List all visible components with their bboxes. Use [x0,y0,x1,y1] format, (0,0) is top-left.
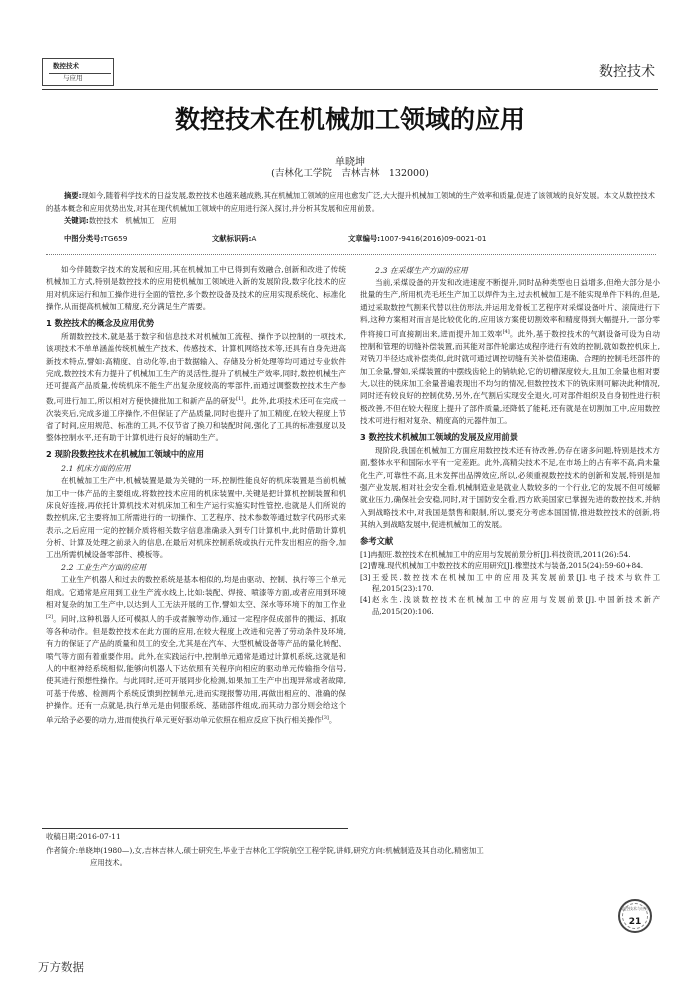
author-name: 单晓坤 [335,157,365,168]
intro-paragraph: 如今伴随数字技术的发展和应用,其在机械加工中已得到有效融合,创新和改进了传统机械加工方式,特别是数控技术的应用使机械加工领域进入新的发展阶段,数字化技术的应用对机床运行和加工操作进行全面的管控,多个数控设备及技术的应用实现系统化、标准化操作,从而提高机械加工精度,充分满足生产需要。 [46,265,346,311]
watermark: 万方数据 [38,960,84,974]
badge-caption: 数控技术与应用 [621,906,649,911]
section-1-paragraph: 所谓数控技术,就是基于数字和信息技术对机械加工流程、操作予以控制的一项技术,该项技术不单单涵盖传统机械生产技术、传感技术、计算机网络技术等,还具有自身先进高新技术特点,譬如:高精度、自动化等,由于数据输入、存储及分析处理等均可通过专业软件完成,数控技术有力提升了机械加工生产的灵活性,提升了机械生产效率,同时,数控机械生产还可提高产品质量,传统机床不能生产出复杂度较高的零部件,而通过调整数控技术生产参数,可进行加工,所以相对方便快捷批加工和新产品的研发[1]。此外,此项技术还可在完成一次装夹后,完成多道工序操作,不但保证了产品质量,同时也提升了加工精度,在较大程度上节省了时间,应用规范、标准的工具,不仅节省了换刀和装配时间,强化了工具的标准强度以及整体控制水平,还有助于计算机进行良好的辅助生产。 [46,332,346,443]
keywords: 关键词:数控技术 机械加工 应用 [64,216,177,225]
reference-item: [4]赵永生.浅谈数控技术在机械加工中的应用与发展前景[J].中国新技术新产品,2015(20):106. [360,595,660,616]
abstract-text: 摘要:现如今,随着科学技术的日益发展,数控技术也越来越成熟,其在机械加工领域的应用也愈发广泛,大大提升机械加工领域的生产效率和质量,促进了该领域的良好发展。本文从数控技术的基本概念和应用优势出发,对其在现代机械加工领域中的应用进行深入探讨,并分析其发展和应用前景。 [46,191,655,213]
doc-code: 文献标识码:A [212,234,257,243]
section-1-heading: 1 数控技术的概念及应用优势 [46,318,155,329]
logo-line-1: 数控技术 [53,62,79,70]
section-3-heading: 3 数控技术机械加工领域的发展及应用前景 [360,432,519,443]
section-3-paragraph: 现阶段,我国在机械加工方面应用数控技术还有待改善,仍存在诸多问题,特别是技术方面,整体水平和国际水平有一定差距。此外,高精尖技术不足,在市场上的占有率不高,尚未量化生产,可靠性不高,且未发挥出品牌效应,所以,必须重视数控技术的创新和发展,特别是加强产业发展,相对社会安全看,机械制造业是就业人数较多的一个行业,它的发展不但可缓解就业压力,确保社会安稳,同时,对于国防安全看,西方欧美国家已掌握先进的数控技术,并纳入到战略技术中,对我国是禁售和限制,所以,要充分考虑本国国情,推进数控技术的创新,将其纳入到战略发展中,促进机械加工的发展。 [360,446,660,529]
page-number: 21 [628,917,642,927]
received-date: 收稿日期:2016-07-11 [46,832,121,841]
section-2-2-heading: 2.2 工业生产方面的应用 [61,563,147,573]
section-2-heading: 2 现阶段数控技术在机械加工领域中的应用 [46,449,205,460]
article-id: 文章编号:1007-9416(2016)09-0021-01 [348,234,487,243]
section-2-3-heading: 2.3 在采煤生产方面的应用 [375,266,468,275]
journal-logo [42,58,114,86]
page-number-badge [618,899,652,933]
author-affiliation: (吉林化工学院 吉林吉林 132000) [271,168,429,179]
abstract [46,190,656,228]
right-column [360,264,660,617]
references-heading: 参考文献 [360,536,394,547]
reference-item: [2]曹瑰.现代机械加工中数控技术的应用研究[J].橡塑技术与装备,2015(24):59-60+84. [360,561,644,571]
section-label: 数控技术 [599,64,655,80]
article-title: 数控技术在机械加工领域的应用 [174,105,525,134]
reference-item: [3]王爱民.数控技术在机械加工中的应用及其发展前景[J].电子技术与软件工程,2015(23):170. [360,572,660,594]
header-rule [42,89,658,90]
reference-item: [1]冉振旺.数控技术在机械加工中的应用与发展前景分析[J].科技资讯,2011(26):54. [360,550,631,560]
clc-number: 中图分类号:TG659 [64,234,128,243]
section-2-1-heading: 2.1 机床方面的应用 [61,464,131,474]
logo-line-2: 与应用 [63,74,83,82]
section-2-2-paragraph: 工业生产机器人和过去的数控系统是基本相似的,均是由驱动、控制、执行等三个单元组成。它通常是应用到工业生产流水线上,比如:装配、焊接、喷漆等方面,或者应用到环境相对复杂的加工生产中,以达到人工无法开展的工作,譬如太空、深水等环境下的加工作业[2]。同时,这种机器人还可模拟人的手或者腕等动作,通过一定程序促成部件的搬运、抓取等各种动作。但是数控技术在此方面的应用,在较大程度上改进和完善了劳动条件及环境,有力的保证了产品的质量和员工的安全,尤其是在汽车、大型机械设备等产品的量化转配、喷气等方面有着重要作用。此外,在实践运行中,控制单元通常是通过计算机系统,这就是和人的中枢神经系统相似,能够向机器人下达依照有关程序向相应的驱动单元传输指令信号,使其进行预想性操作。与此同时,还可开展同步化检测,如果加工生产中出现异常或者故障,可基于传感、检测两个系统反馈到控制单元,进而实现报警功用,再做出相应的、准确的保护操作。还有一点就是,执行单元是由伺服系统、基础部件组成,而其动力部分则会给这个单元给予必要的动力,进而使执行单元更好驱动单元依照在相应反应下执行相关操作[3]。 [46,575,346,725]
abstract-rule [46,254,656,255]
footnote-rule [42,828,348,829]
section-2-3-paragraph: 当前,采煤设备的开发和改进速度不断提升,同时品种类型也日益增多,但绝大部分是小批量的生产,所用机壳毛坯生产加工以焊件为主,过去机械加工是不能实现单件下料的,但是,通过采取数控气割来代替以往仿形法,并运用龙骨板工艺程序对采煤设备叶片、滚筒进行下料,这种方案相对而言是比较优化的,应用该方案使切割效率和精度得到大幅提升,一部分零件将接口可直接割出来,进而提升加工效率[4]。此外,基于数控技术的气割设备可设为自动控制和管理的切缝补偿装置,而其能对部件轮廓达成程序进行有效的控制,就如数控机床上,对铣刀半径达成补偿类似,此时就可通过调控切缝有关补偿值速确、合理的控制毛坯部件的加工余量,譬如,采煤装置的中摆线齿轮上的销轨轮,它的切槽深度较大,且加工余量也相对要大,以往的铣床加工余量普遍表现出不均匀的情况,但数控技术下的铣床则可解决此种情况,同时还有较良好的控制优势,另外,在气割后实现安全退火,可对部件组织及自身韧性进行积极改善,不但在较大程度上提升了部件质量,还降低了能耗,还有就是在切割加工中,应用数控技术可进行相对复杂、精度高的元器件加工。 [360,278,660,425]
section-2-1-paragraph: 在机械加工生产中,机械装置是最为关键的一环,控制性能良好的机床装置是当前机械加工中一体产品的主要组成,将数控技术应用的机床装置中,关键是把计算机控制装置和机床良好连接,再依托计算机技术对机床加工和生产运行实施实时性管控,也就是人们所说的数控机床,它主要将加工所需进行的一切操作、工艺程序、技术参数等通过数字代码形式来表示,之后应用一定的控制介质将相关数字信息准确录入到专门计算机中,此时借助计算机分析、计算及处理之前录入的信息,在最后对机床控制系统或执行元件发出相应的指令,加工出所需机械设备零部件、模板等。 [46,476,346,560]
left-column [46,264,346,727]
author-bio: 作者简介:单晓坤(1980—),女,吉林吉林人,硕士研究生,毕业于吉林化工学院航空工程学院,讲师,研究方向:机械制造及其自动化,精密加工 应用技术。 [46,846,484,867]
